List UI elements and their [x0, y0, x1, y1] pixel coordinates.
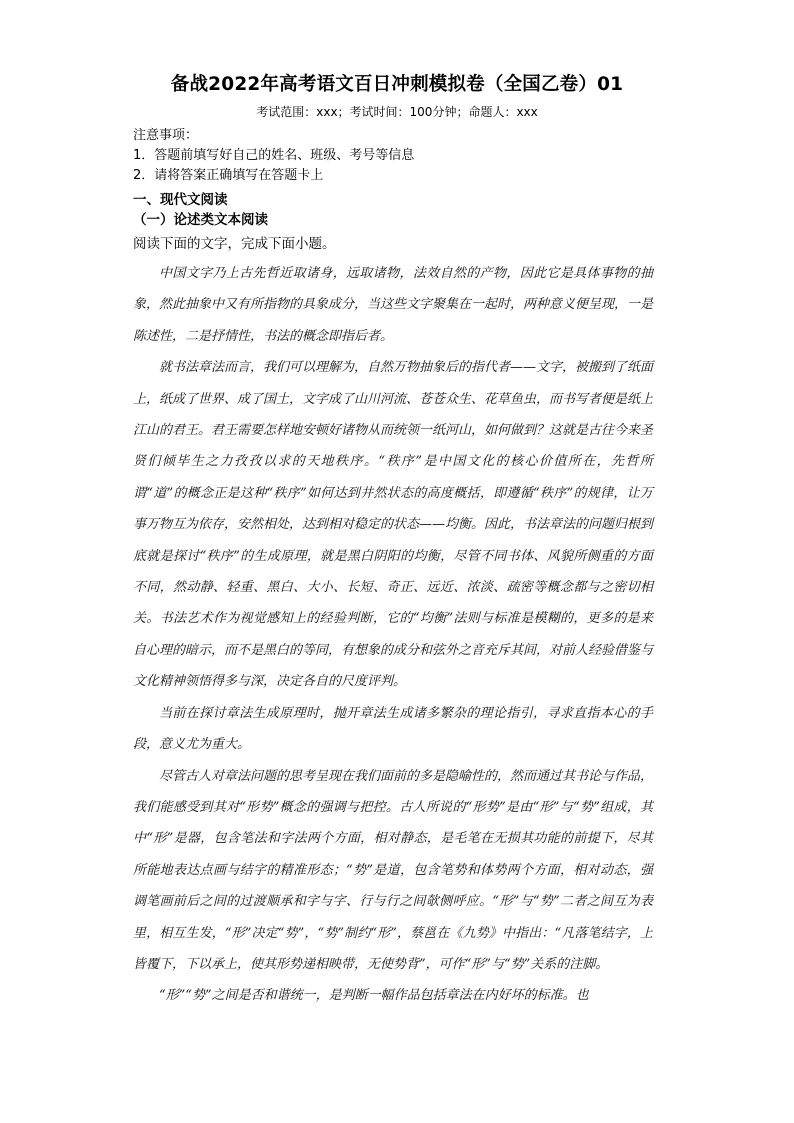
notes-item-1: 1．答题前填写好自己的姓名、班级、考号等信息: [133, 148, 415, 163]
passage-paragraph-5: “形”“势”之间是否和谐统一，是判断一幅作品包括章法在内好坏的标准。也: [159, 988, 589, 1004]
part-title: 一、现代文阅读: [133, 192, 228, 208]
passage-paragraph-4: 尽管古人对章法问题的思考呈现在我们面前的多是隐喻性的，然而通过其书论与作品，我们能感受到其对“形势”概念的强调与把控。古人所说的“形势”是由“形”与“势”组成，其中“形”是器，包含笔法和字法两个方面，相对静态，是毛笔在无损其功能的前提下，尽其所能地表达点画与结字的精准形态；“势”是道，包含笔势和体势两个方面，相对动态，强调笔画前后之间的过渡顺承和字与字、行与行之间欹侧呼应。“形”与“势”二者之间互为表里，相互生发，“形”决定“势”，“势”制约“形”，蔡邕在《九势》中指出：“凡落笔结字，上皆覆下，下以承上，使其形势递相映带，无使势背”，可作“形”与“势”关系的注脚。: [133, 768, 654, 972]
passage-paragraph-3: 当前在探讨章法生成原理时，抛开章法生成诸多繁杂的理论指引，寻求直指本心的手段，意义尤为重大。: [133, 705, 653, 753]
notes-heading: 注意事项：: [133, 128, 199, 143]
sub-title: （一）论述类文本阅读: [133, 212, 268, 228]
passage-paragraph-2: 就书法章法而言，我们可以理解为，自然万物抽象后的指代者——文字，被搬到了纸面上，纸成了世界、成了国土，文字成了山川河流、苍苍众生、花草鱼虫，而书写者便是纸上江山的君王。君王需要怎样地安顿好诸物从而统领一纸河山，如何做到？这就是古往今来圣贤们倾毕生之力孜孜以求的天地秩序。“秩序”是中国文化的核心价值所在，先哲所谓“道”的概念正是这种“秩序”如何达到井然状态的高度概括，即遵循“秩序”的规律，让万事万物互为依存，安然相处，达到相对稳定的状态——均衡。因此，书法章法的问题归根到底就是探讨“秩序”的生成原理，就是黑白阴阳的均衡，尽管不同书体、风貌所侧重的方面不同，然动静、轻重、黑白、大小、长短、奇正、远近、浓淡、疏密等概念都与之密切相关。书法艺术作为视觉感知上的经验判断，它的“均衡”法则与标准是模糊的，更多的是来自心理的暗示，而不是黑白的等同，有想象的成分和弦外之音充斥其间，对前人经验借鉴与文化精神领悟得多与深，决定各自的尺度评判。: [133, 360, 654, 690]
notes-item-2: 2．请将答案正确填写在答题卡上: [133, 168, 324, 183]
passage-paragraph-1: 中国文字乃上古先哲近取诸身，远取诸物，法效自然的产物，因此它是具体事物的抽象，然此抽象中又有所指物的具象成分，当这些文字聚集在一起时，两种意义便呈现，一是陈述性，二是抒情性，书法的概念即指后者。: [133, 266, 654, 344]
passage-body: [133, 258, 653, 1012]
reading-instruction: 阅读下面的文字，完成下面小题。: [133, 236, 336, 252]
exam-title: 备战2022年高考语文百日冲刺模拟卷（全国乙卷）01: [170, 74, 624, 95]
notes-block: [133, 126, 673, 186]
exam-info: 考试范围：xxx；考试时间：100分钟；命题人：xxx: [256, 105, 538, 119]
